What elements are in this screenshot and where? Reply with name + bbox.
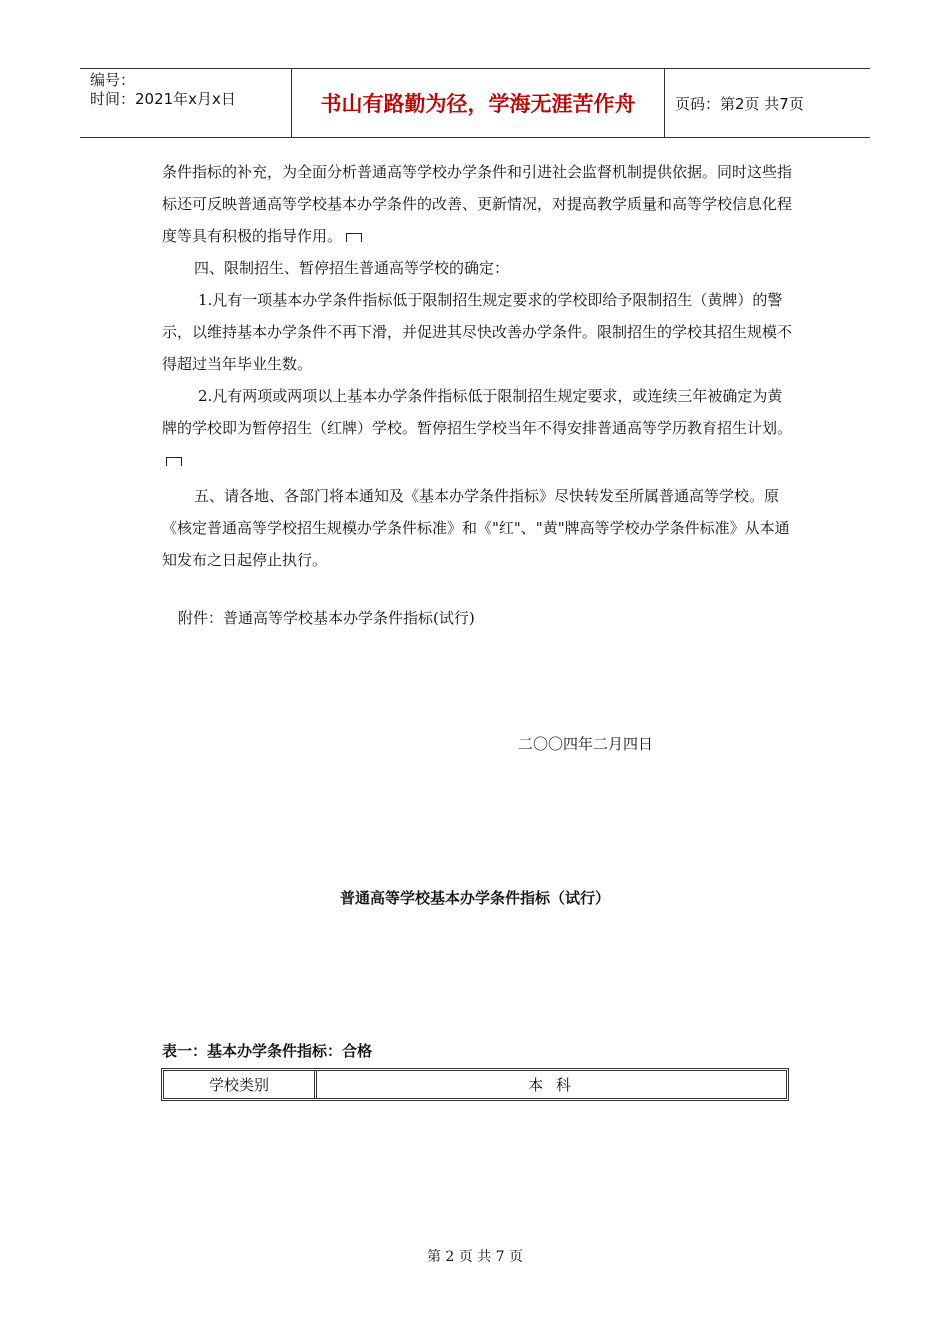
header-slogan: 书山有路勤为径，学海无涯苦作舟 [292, 69, 665, 137]
paragraph-3: 1.凡有一项基本办学条件指标低于限制招生规定要求的学校即给予限制招生（黄牌）的警示，以维持基本办学条件不再下滑，并促进其尽快改善办学条件。限制招生的学校其招生规模不得超过当年毕业生数。 [162, 291, 793, 373]
paragraph-continuation [162, 156, 792, 252]
item-one [162, 284, 792, 380]
paragraph-5: 五、请各地、各部门将本通知及《基本办学条件指标》尽快转发至所属普通高等学校。原《核定普通高等学校招生规模办学条件标准》和《"红"、"黄"牌高等学校办学条件标准》从本通知发布之日起停止执行。 [162, 487, 790, 569]
table-header-undergraduate: 本 科 [528, 1076, 575, 1094]
issue-date: 二〇〇四年二月四日 [518, 735, 654, 753]
table-caption: 表一：基本办学条件指标：合格 [162, 1042, 373, 1060]
attachment-note: 附件：普通高等学校基本办学条件指标(试行) [178, 609, 475, 627]
header-page-info: 页码：第2页 共7页 [675, 94, 804, 113]
page-footer: 第 2 页 共 7 页 [426, 1249, 524, 1265]
paragraph-1: 条件指标的补充，为全面分析普通高等学校办学条件和引进社会监督机制提供依据。同时这些指标还可反映普通高等学校基本办学条件的改善、更新情况，对提高教学质量和高等学校信息化程度等具有积极的指导作用。 [162, 163, 793, 245]
item-two [162, 380, 792, 476]
header-meta [80, 69, 292, 137]
number-label: 编号： [90, 71, 136, 89]
paragraph-2: 四、限制招生、暂停招生普通高等学校的确定： [194, 259, 510, 277]
conditions-table [161, 1068, 789, 1101]
paragraph-mark-icon [346, 233, 362, 242]
table-header-school-type: 学校类别 [164, 1071, 317, 1098]
section-four [162, 252, 792, 284]
time-label: 时间：2021年x月x日 [90, 90, 236, 108]
paragraph-4: 2.凡有两项或两项以上基本办学条件指标低于限制招生规定要求，或连续三年被确定为黄牌的学校即为暂停招生（红牌）学校。暂停招生学校当年不得安排普通高等学历教育招生计划。 [162, 387, 793, 437]
document-title: 普通高等学校基本办学条件指标（试行） [339, 889, 610, 907]
section-five [162, 480, 792, 576]
paragraph-mark-icon [166, 457, 182, 466]
page-header [80, 68, 870, 138]
